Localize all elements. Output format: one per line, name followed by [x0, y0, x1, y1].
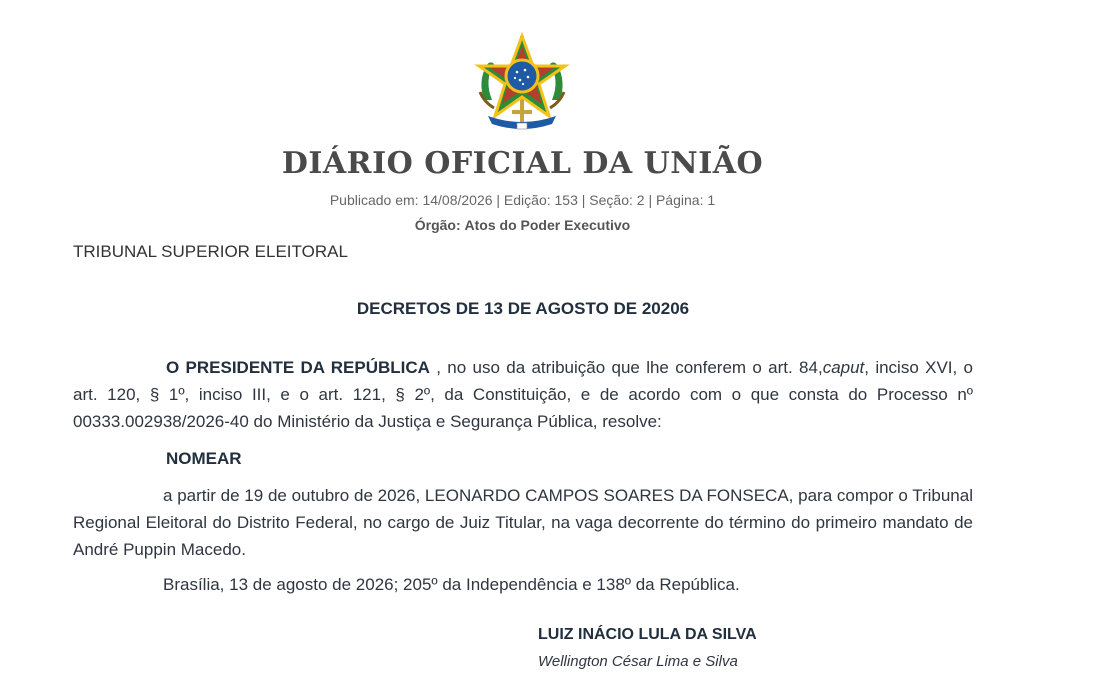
place-date-line: Brasília, 13 de agosto de 2026; 205º da Independência e 138º da República.	[163, 575, 740, 594]
signer-name: LUIZ INÁCIO LULA DA SILVA	[538, 626, 757, 643]
preamble-caput: caput	[822, 358, 865, 377]
preamble-text-a: , no uso da atribuição que lhe conferem o art. 84,	[429, 358, 823, 377]
orgao-value: Atos do Poder Executivo	[464, 217, 631, 233]
cosigner-name: Wellington César Lima e Silva	[538, 653, 738, 670]
appointment-paragraph: a partir de 19 de outubro de 2026, LEONARDO CAMPOS SOARES DA FONSECA, para compor o Tribunal Regional Eleitoral do Distrito Federal, no cargo de Juiz Titular, na vaga decorrente do término do primeiro mandato de André Puppin Macedo.	[73, 486, 973, 559]
decree-title: DECRETOS DE 13 DE AGOSTO DE 20206	[356, 299, 690, 318]
institution-name: TRIBUNAL SUPERIOR ELEITORAL	[73, 242, 348, 261]
preamble-bold-lead: O PRESIDENTE DA REPÚBLICA	[166, 358, 430, 377]
orgao-label: Órgão:	[414, 217, 461, 233]
preamble-paragraph	[73, 354, 973, 435]
publication-meta: Publicado em: 14/08/2026 | Edição: 153 | Seção: 2 | Página: 1	[329, 192, 716, 208]
action-verb: NOMEAR	[166, 449, 242, 468]
brazil-coat-of-arms-icon	[470, 30, 574, 132]
preamble-text-b: , inciso XVI, o art. 120, § 1º, inciso III, e o art. 121, § 2º, da Constituição, e de acordo com o que consta do Processo nº 00333.002938/2026-40 do Ministério da Justiça e Segurança Pública, resolve:	[73, 358, 974, 431]
masthead-title: DIÁRIO OFICIAL DA UNIÃO	[281, 146, 764, 181]
orgao-line	[0, 217, 1045, 233]
